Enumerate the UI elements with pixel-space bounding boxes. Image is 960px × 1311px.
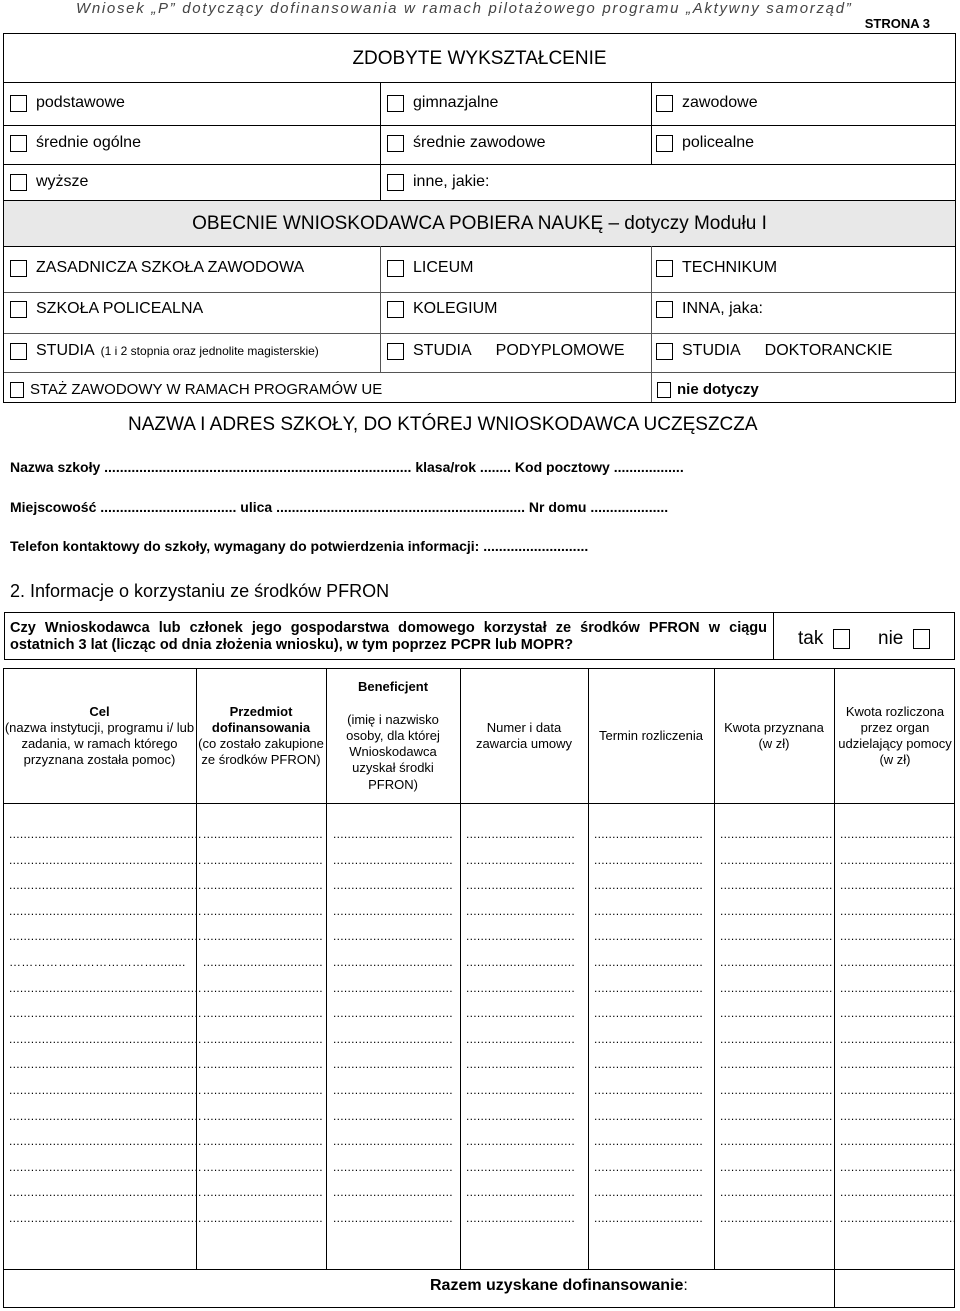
answer-yes[interactable] [798, 628, 850, 650]
total-label-colon: : [683, 1277, 688, 1294]
checkbox-zawodowe[interactable] [656, 94, 758, 112]
checkbox-box[interactable] [387, 343, 404, 360]
divider [4, 292, 955, 293]
column-header-desc: Kwota przyznana (w zł) [724, 719, 824, 751]
answer-yes-label: tak [798, 628, 824, 649]
column-header-desc: Termin rozliczenia [598, 727, 704, 743]
column-header-termin [589, 670, 713, 802]
answer-no[interactable] [878, 628, 930, 650]
document-header-title: Wniosek „P” dotyczący dofinansowania w ramach pilotażowego programu „Aktywny samorząd” [76, 0, 853, 17]
table-col-divider [460, 668, 461, 1269]
answer-yes-checkbox[interactable] [833, 629, 850, 649]
divider [380, 246, 381, 372]
checkbox-box[interactable] [387, 260, 404, 277]
fill-in-termin[interactable]: .............................. .............................. .............................. .............................. .............................. .............................. .............................. .............................. .............................. .............................. .............................. .............................. .............................. .............................. .............................. .............................. [594, 827, 704, 1225]
table-footer-divider [3, 1269, 955, 1270]
divider [380, 82, 381, 200]
checkbox-label: policealne [682, 134, 755, 151]
pfron-question: Czy Wnioskodawca lub członek jego gospodarstwa domowego korzystał ze środków PFRON w ciągu ostatnich 3 lat (licząc od dnia złożenia wniosku), w tym poprzez PCPR lub MOPR? [10, 620, 767, 654]
school-section-title: NAZWA I ADRES SZKOŁY, DO KTÓREJ WNIOSKODAWCA UCZĘSZCZA [128, 414, 758, 435]
checkbox-label: PODYPLOMOWE [495, 342, 625, 359]
checkbox-box[interactable] [656, 95, 673, 112]
checkbox-label: SZKOŁA POLICEALNA [36, 300, 204, 317]
checkbox-policealne[interactable] [656, 134, 754, 152]
checkbox-box[interactable] [656, 260, 673, 277]
current-study-title: OBECNIE WNIOSKODAWCA POBIERA NAUKĘ – dotyczy Modułu I [4, 201, 955, 246]
checkbox-label: STAŻ ZAWODOWY W RAMACH PROGRAMÓW UE [30, 381, 383, 398]
checkbox-label: inne, jakie: [413, 173, 490, 190]
checkbox-label: STUDIA [682, 342, 741, 359]
column-header-bold: Cel [89, 703, 110, 719]
checkbox-zasadnicza[interactable] [10, 259, 304, 277]
checkbox-wyzsze[interactable] [10, 173, 88, 191]
column-header-numer [466, 670, 582, 802]
checkbox-label: STUDIA [413, 342, 472, 359]
school-phone-row[interactable]: Telefon kontaktowy do szkoły, wymagany do potwierdzenia informacji: ........................... [10, 538, 589, 554]
column-header-desc: (imię i nazwisko osoby, dla której Wnioskodawca uzyskał środki PFRON) [346, 711, 440, 792]
checkbox-label: wyższe [36, 173, 89, 190]
checkbox-label: nie dotyczy [677, 381, 759, 398]
checkbox-label: DOKTORANCKIE [764, 342, 893, 359]
checkbox-label: średnie zawodowe [413, 134, 546, 151]
checkbox-box[interactable] [387, 301, 404, 318]
table-col-divider [714, 668, 715, 1269]
checkbox-technikum[interactable] [656, 259, 777, 277]
column-header-desc: Numer i data zawarcia umowy [475, 719, 573, 751]
table-col-divider [326, 668, 327, 1269]
column-header-desc: Kwota rozliczona przez organ udzielający pomocy (w zł) [838, 703, 952, 768]
checkbox-srednie-ogolne[interactable] [10, 134, 141, 152]
checkbox-label: LICEUM [413, 259, 474, 276]
column-header-kwota-przyznana [718, 670, 830, 802]
divider [4, 333, 955, 334]
column-header-beneficjent [333, 670, 453, 802]
table-header-divider [3, 803, 955, 804]
checkbox-label: zawodowe [682, 94, 758, 111]
checkbox-inna[interactable] [656, 300, 763, 318]
divider [4, 164, 955, 165]
column-header-desc: (nazwa instytucji, programu i/ lub zadania, w ramach którego przyznana została pomoc) [4, 719, 195, 768]
page-number: STRONA 3 [864, 16, 930, 31]
checkbox-nie-dotyczy[interactable] [657, 381, 759, 398]
checkbox-studia-doktoranckie[interactable] [656, 342, 892, 360]
checkbox-box[interactable] [657, 382, 671, 398]
column-header-kwota-rozliczona [836, 670, 954, 802]
checkbox-policealna[interactable] [10, 300, 203, 318]
divider [4, 246, 955, 247]
checkbox-inne[interactable] [387, 173, 490, 191]
checkbox-box[interactable] [387, 174, 404, 191]
divider [651, 246, 652, 402]
divider [4, 125, 955, 126]
checkbox-label: gimnazjalne [413, 94, 499, 111]
checkbox-box[interactable] [656, 135, 673, 152]
checkbox-podstawowe[interactable] [10, 94, 125, 112]
checkbox-liceum[interactable] [387, 259, 473, 277]
checkbox-box[interactable] [10, 95, 27, 112]
school-name-row[interactable]: Nazwa szkoły ............................................................................... klasa/rok ........ Kod pocztowy .................. [10, 459, 684, 475]
divider [4, 82, 955, 83]
checkbox-box[interactable] [10, 301, 27, 318]
checkbox-box[interactable] [10, 382, 24, 398]
checkbox-box[interactable] [387, 135, 404, 152]
checkbox-label: TECHNIKUM [682, 259, 778, 276]
checkbox-label: średnie ogólne [36, 134, 141, 151]
checkbox-label: ZASADNICZA SZKOŁA ZAWODOWA [36, 259, 305, 276]
checkbox-srednie-zawodowe[interactable] [387, 134, 546, 152]
checkbox-box[interactable] [10, 343, 27, 360]
fill-in-kwota-przyznana[interactable]: ............................... ............................... ............................... ............................... ............................... ............................... ............................... ............................... ............................... ............................... ............................... ............................... ............................... ............................... ............................... ............................... [720, 827, 833, 1225]
checkbox-label: podstawowe [36, 94, 125, 111]
column-header-bold: Przedmiot dofinansowania [211, 703, 311, 735]
checkbox-box[interactable] [656, 301, 673, 318]
column-header-bold: Beneficjent [357, 679, 429, 695]
divider [651, 82, 652, 164]
divider [4, 200, 955, 201]
checkbox-gimnazjalne[interactable] [387, 94, 498, 112]
pfron-section-title: 2. Informacje o korzystaniu ze środków PFRON [10, 581, 390, 601]
divider [773, 612, 774, 660]
column-header-przedmiot [197, 670, 325, 802]
column-header-cel [4, 670, 195, 802]
checkbox-box[interactable] [10, 260, 27, 277]
checkbox-label: KOLEGIUM [413, 300, 498, 317]
checkbox-studia[interactable] [10, 342, 319, 360]
education-title: ZDOBYTE WYKSZTAŁCENIE [352, 48, 607, 69]
fill-in-beneficjent[interactable]: ................................. ................................. ................................. ................................. ................................. ................................. ................................. ................................. ................................. ................................. ................................. ................................. ................................. ................................. ................................. ................................. [333, 827, 453, 1225]
checkbox-box[interactable] [387, 95, 404, 112]
checkbox-box[interactable] [10, 135, 27, 152]
checkbox-studia-podyplomowe[interactable] [387, 342, 625, 360]
fill-in-numer[interactable]: .............................. .............................. .............................. .............................. .............................. .............................. .............................. .............................. .............................. .............................. .............................. .............................. .............................. .............................. .............................. .............................. [466, 827, 576, 1225]
total-funding-value[interactable] [836, 1271, 954, 1307]
checkbox-staz[interactable] [10, 381, 382, 398]
total-label-text: Razem uzyskane dofinansowanie [430, 1277, 684, 1294]
answer-no-checkbox[interactable] [913, 629, 930, 649]
school-address-row[interactable]: Miejscowość ................................... ulica ................................................................ Nr domu .................... [10, 499, 669, 515]
answer-no-label: nie [878, 628, 904, 649]
checkbox-note: (1 i 2 stopnia oraz jednolite magisterskie) [100, 344, 319, 358]
fill-in-przedmiot[interactable]: ................................. ................................. ................................. ................................. ................................. ................................. ................................. ................................. ................................. ................................. ................................. ................................. ................................. ................................. ................................. ................................. [203, 827, 323, 1225]
checkbox-box[interactable] [10, 174, 27, 191]
checkbox-label: STUDIA [36, 342, 95, 359]
fill-in-kwota-rozliczona[interactable]: ................................ ................................ ................................ ................................ ................................ ................................ ................................ ................................ ................................ ................................ ................................ ................................ ................................ ................................ ................................ ................................ [840, 827, 957, 1225]
checkbox-box[interactable] [656, 343, 673, 360]
column-header-desc: (co zostało zakupione ze środków PFRON) [198, 736, 324, 768]
table-col-divider [834, 668, 835, 1308]
divider [4, 372, 955, 373]
total-funding-label [430, 1277, 688, 1295]
checkbox-kolegium[interactable] [387, 300, 497, 318]
fill-in-cel[interactable]: ..................................................... ..................................................... ..................................................... ..................................................... ..................................................... ………………………………........ ..................................................... ..................................................... ..................................................... ..................................................... ..................................................... ..................................................... ..................................................... ..................................................... ..................................................... ..................................................... [9, 827, 202, 1225]
checkbox-label: INNA, jaka: [682, 300, 763, 317]
